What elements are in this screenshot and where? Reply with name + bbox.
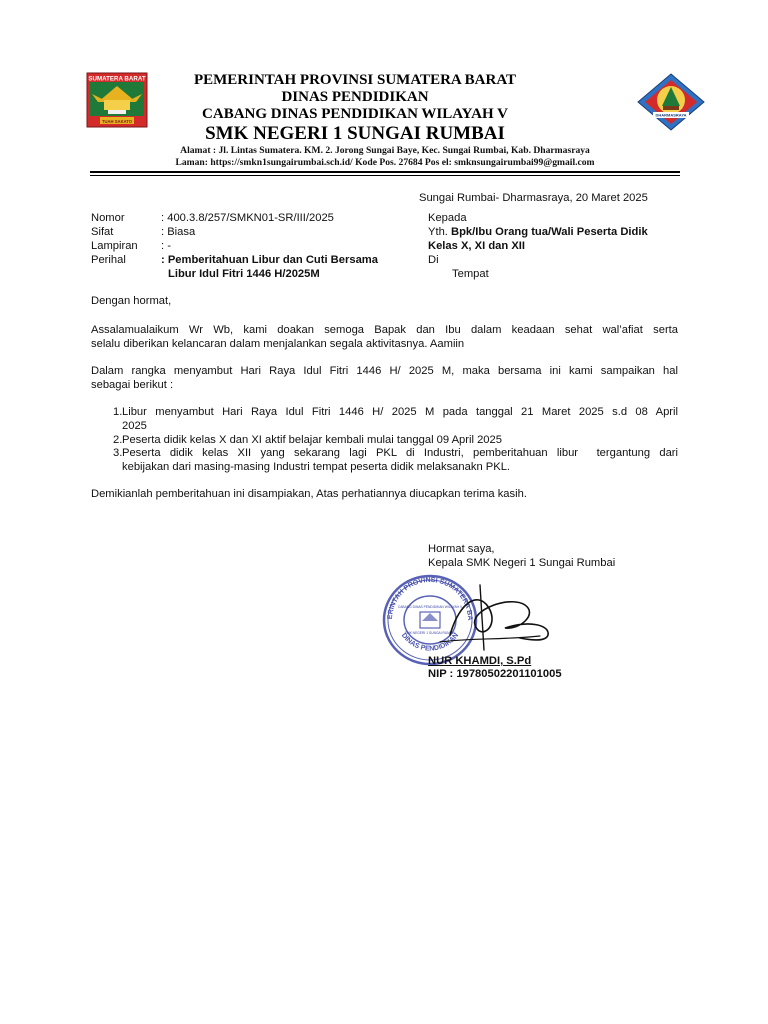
list-item-1-number: 1. bbox=[113, 406, 123, 418]
closing-paragraph: Demikianlah pemberitahuan ini disampiakan, Atas perhatiannya diucapkan terima kasih. bbox=[91, 488, 527, 500]
signature-position: Kepala SMK Negeri 1 Sungai Rumbai bbox=[428, 557, 616, 569]
signer-nip: NIP : 19780502201101005 bbox=[428, 668, 562, 680]
sifat-label: Sifat bbox=[91, 226, 114, 238]
perihal-label: Perihal bbox=[91, 254, 126, 266]
left-logo-top-text: SUMATERA BARAT bbox=[88, 75, 146, 83]
recipient-kelas: Kelas X, XI dan XII bbox=[428, 240, 525, 252]
recipient-yth bbox=[428, 225, 648, 239]
recipient-kepada: Kepada bbox=[428, 212, 467, 224]
recipient-name: Bpk/Ibu Orang tua/Wali Peserta Didik bbox=[451, 226, 648, 238]
perihal-value-line2: Libur Idul Fitri 1446 H/2025M bbox=[168, 268, 320, 280]
letterhead-address: Alamat : Jl. Lintas Sumatera. KM. 2. Jorong Sungai Baye, Kec. Sungai Rumbai, Kab. Dharmasraya bbox=[180, 145, 590, 156]
sumatera-barat-logo bbox=[86, 72, 148, 128]
para1-line1: Assalamualaikum Wr Wb, kami doakan semoga Bapak dan Ibu dalam keadaan sehat wal’afiat serta bbox=[91, 324, 678, 336]
recipient-yth-prefix: Yth. bbox=[428, 226, 452, 238]
stamp-inner-text: CABANG DINAS PENDIDIKAN WILAYAH V bbox=[397, 605, 463, 609]
letterhead-line1: PEMERINTAH PROVINSI SUMATERA BARAT bbox=[193, 72, 517, 88]
list-item-1-line2: 2025 bbox=[122, 420, 147, 432]
letterhead-line2: DINAS PENDIDIKAN bbox=[281, 89, 429, 105]
list-item-2-line1: Peserta didik kelas X dan XI aktif belajar kembali mulai tanggal 09 April 2025 bbox=[122, 434, 502, 446]
perihal-value-line1: : Pemberitahuan Libur dan Cuti Bersama bbox=[161, 254, 378, 266]
recipient-di: Di bbox=[428, 254, 439, 266]
dharmasraya-logo bbox=[636, 72, 706, 132]
list-item-1-line1: Libur menyambut Hari Raya Idul Fitri 1446 H/ 2025 M pada tanggal 21 Maret 2025 s.d 08 April bbox=[122, 406, 678, 418]
list-item-3-line1: Peserta didik kelas XII yang sekarang lagi PKL di Industri, pemberitahuan libur tergantung dari bbox=[122, 447, 678, 459]
letterhead-line3: CABANG DINAS PENDIDIKAN WILAYAH V bbox=[202, 106, 508, 122]
letter-date: Sungai Rumbai- Dharmasraya, 20 Maret 2025 bbox=[419, 192, 648, 204]
left-logo-bottom-text: TUAH SAKATO bbox=[101, 119, 133, 124]
stamp-inner-bottom: SMK NEGERI 1 SUNGAI RUMBAI bbox=[404, 631, 456, 635]
para2-line1: Dalam rangka menyambut Hari Raya Idul Fitri 1446 H/ 2025 M, maka bersama ini kami sampaikan hal bbox=[91, 365, 678, 377]
stamp-outer-text: ERINTAH PROVINSI SUMATERA BA bbox=[386, 576, 474, 621]
signer-name: NUR KHAMDI, S.Pd bbox=[428, 655, 532, 667]
letterhead-web: Laman: https://smkn1sungairumbai.sch.id/ Kode Pos. 27684 Pos el: smknsungairumbai99@gmail.com bbox=[175, 157, 595, 168]
lampiran-value: : - bbox=[161, 240, 171, 252]
letterhead-rule-thin bbox=[90, 175, 680, 176]
list-item-2-number: 2. bbox=[113, 434, 123, 446]
school-name: SMK NEGERI 1 SUNGAI RUMBAI bbox=[205, 123, 505, 144]
list-item-3-number: 3. bbox=[113, 447, 123, 459]
handwritten-signature bbox=[420, 580, 570, 660]
recipient-tempat: Tempat bbox=[452, 268, 489, 280]
list-item-3-line2: kebijakan dari masing-masing Industri tempat peserta didik melaksanakn PKL. bbox=[122, 461, 511, 473]
letterhead-rule-thick bbox=[90, 171, 680, 173]
para2-line2: sebagai berikut : bbox=[91, 379, 174, 391]
nomor-label: Nomor bbox=[91, 212, 125, 224]
nomor-value: : 400.3.8/257/SMKN01-SR/III/2025 bbox=[161, 212, 334, 224]
para1-line2: selalu diberikan kelancaran dalam menjalankan segala aktivitasnya. Aamiin bbox=[91, 338, 465, 350]
right-logo-text: DHARMASRAYA bbox=[655, 112, 687, 118]
salutation: Dengan hormat, bbox=[91, 295, 172, 307]
stamp-bottom-text: DINAS PENDIDIKAN bbox=[399, 632, 461, 653]
lampiran-label: Lampiran bbox=[91, 240, 138, 252]
signature-regards: Hormat saya, bbox=[428, 543, 495, 555]
sifat-value: : Biasa bbox=[161, 226, 196, 238]
